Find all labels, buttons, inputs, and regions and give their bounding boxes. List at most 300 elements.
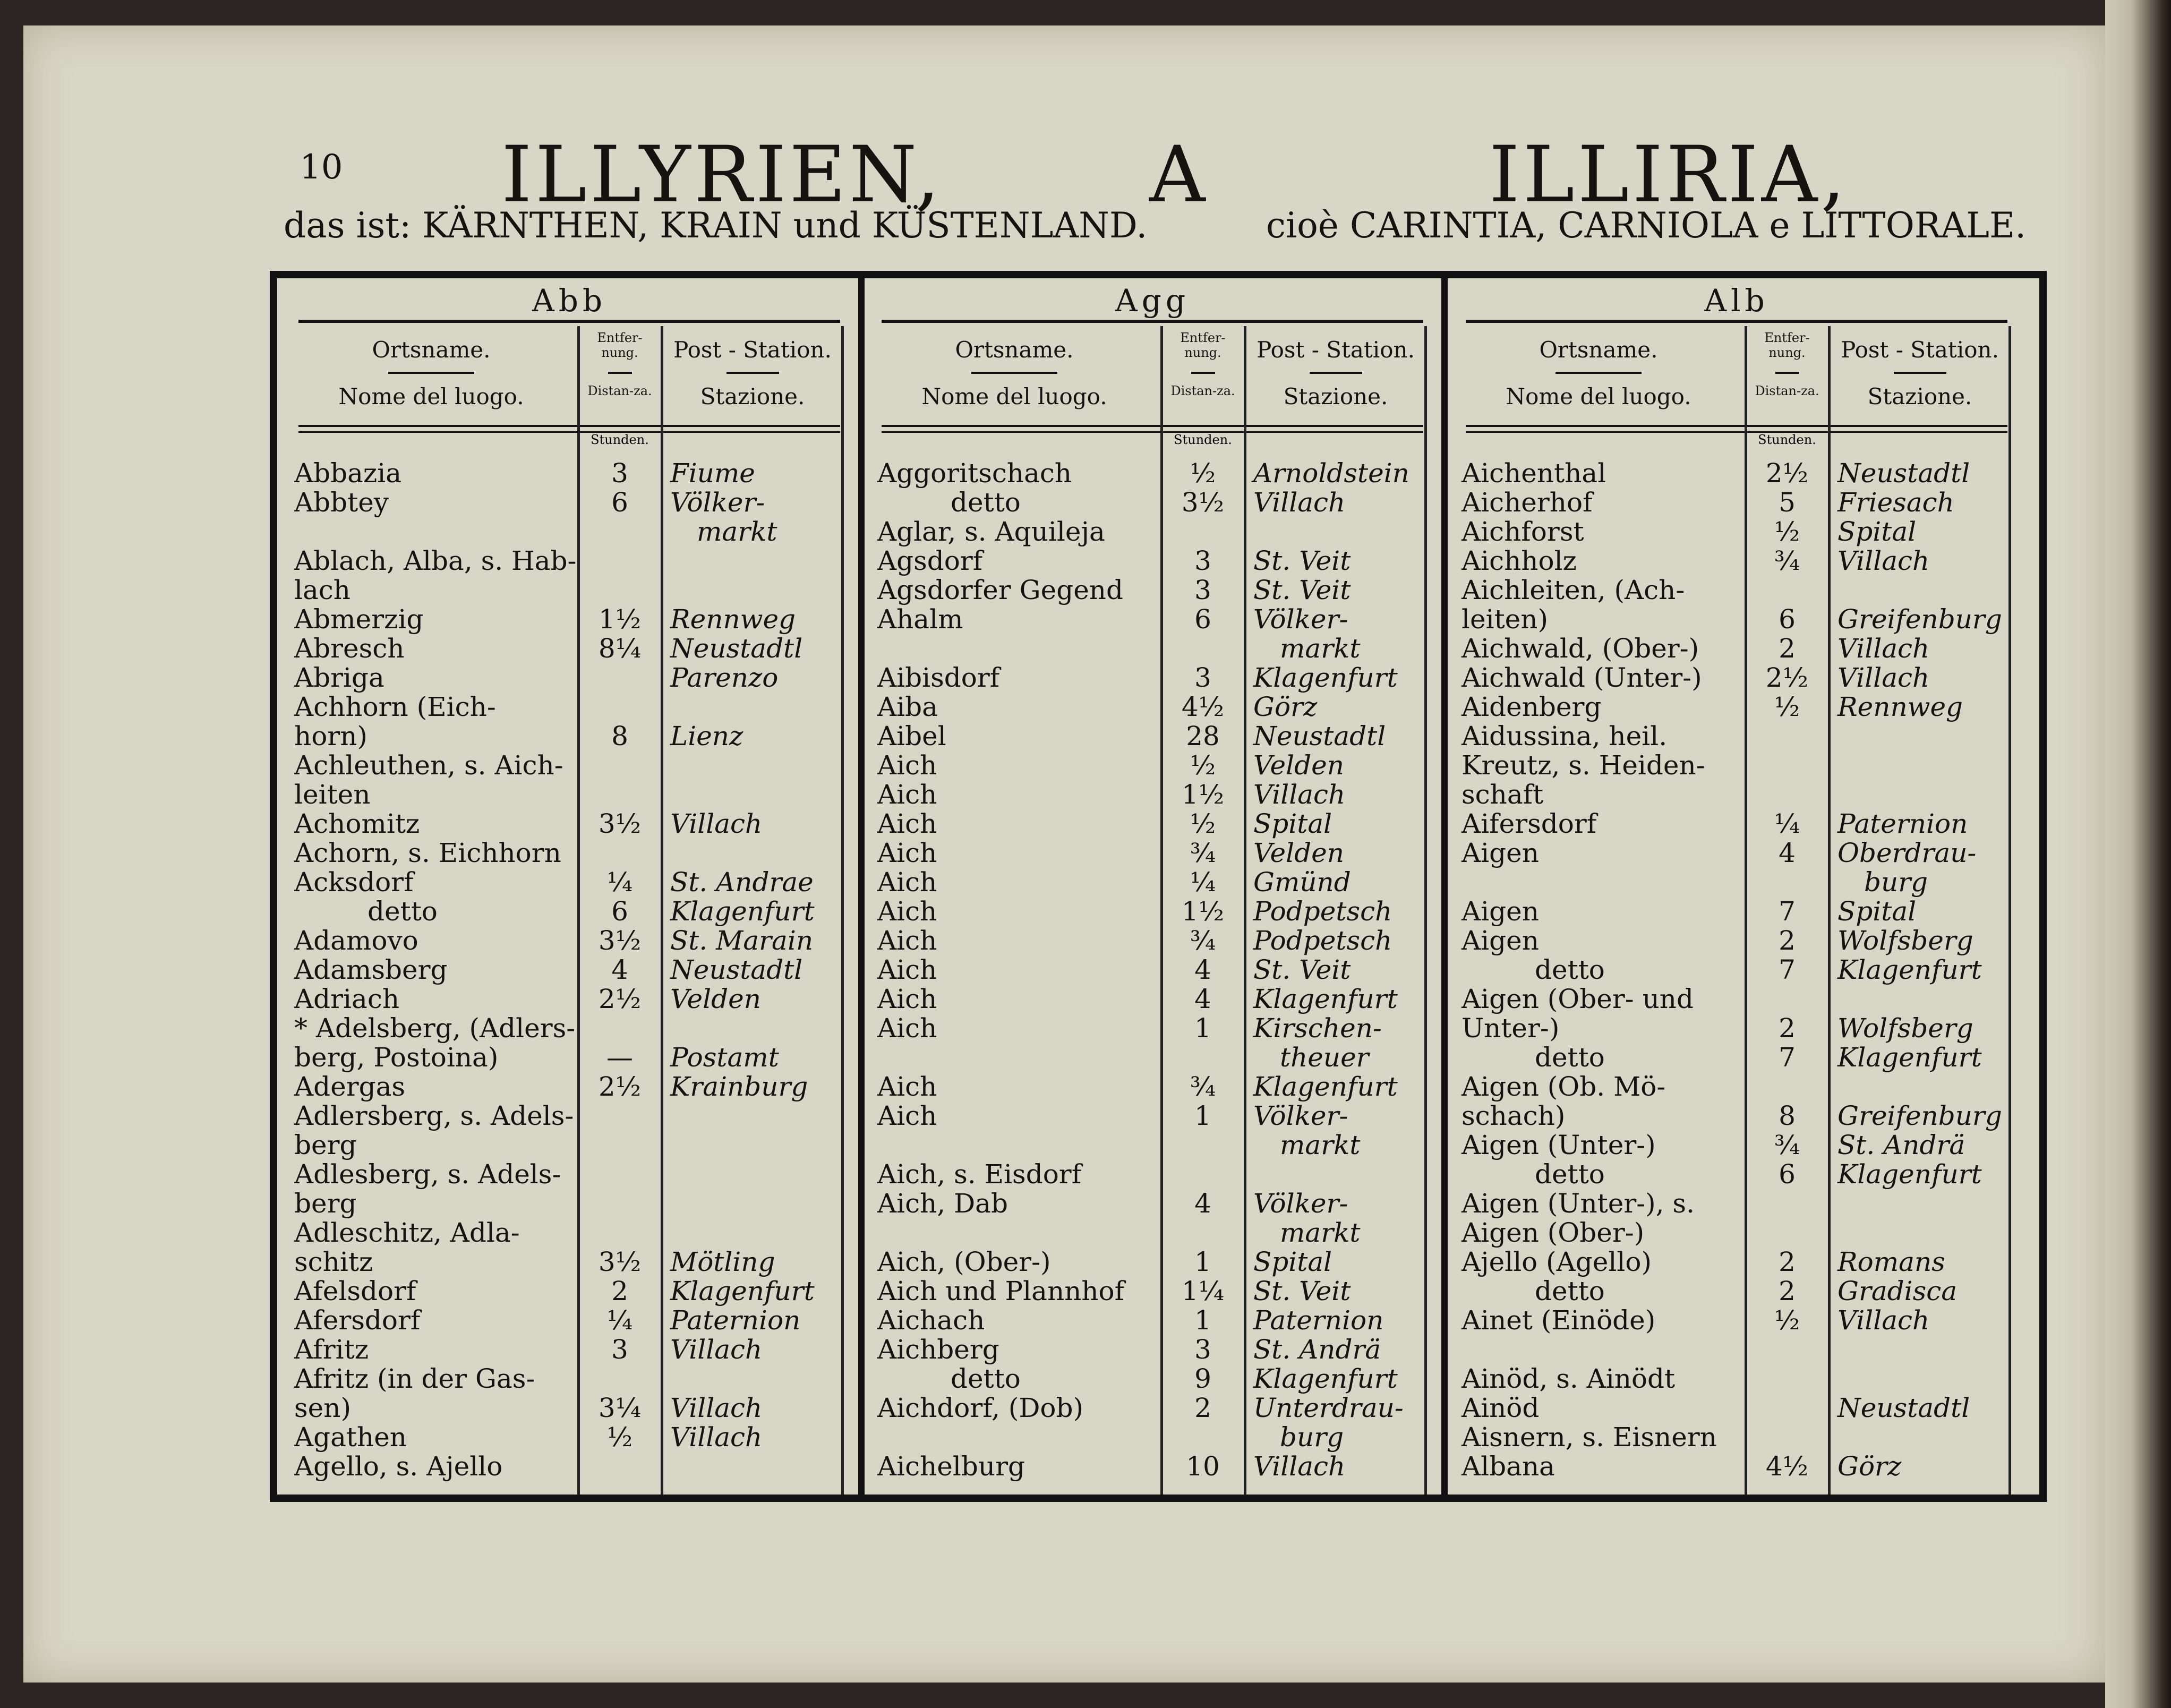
place-name: sen) (294, 1393, 351, 1423)
post-station: Völker- (670, 487, 765, 518)
header-post-station (1832, 326, 2007, 422)
distance-value: 2½ (1765, 458, 1809, 489)
table-row (871, 1306, 1434, 1335)
place-name: Aichholz (1461, 545, 1577, 576)
table-row (1455, 605, 2018, 634)
place-name: Aigen (Ober-) (1461, 1217, 1645, 1248)
place-name: Aich (877, 808, 937, 839)
place-name: Aigen (1461, 896, 1539, 927)
table-row (288, 488, 851, 517)
table-row (288, 1043, 851, 1072)
table-row (871, 459, 1434, 488)
post-station: Krainburg (670, 1071, 808, 1102)
post-station: Klagenfurt (1253, 662, 1398, 693)
place-name: Aigen (1461, 838, 1539, 868)
place-name: berg (294, 1130, 357, 1160)
group-letter-title: Abb (532, 283, 607, 319)
header-bottom-rule (298, 425, 840, 433)
place-name: Agsdorfer Gegend (877, 575, 1124, 605)
place-name: Achorn, s. Eichhorn (294, 838, 561, 868)
post-station: Podpetsch (1253, 896, 1392, 927)
place-name: detto (951, 1363, 1021, 1394)
distance-value: 6 (1779, 1159, 1796, 1190)
header-divider (1310, 372, 1362, 374)
post-station: Wolfsberg (1837, 1013, 1973, 1044)
table-row (871, 751, 1434, 780)
place-name: detto (1535, 1159, 1605, 1190)
subtitle-german: das ist: KÄRNTHEN, KRAIN und KÜSTENLAND. (284, 205, 1148, 246)
distance-value: — (606, 1042, 633, 1073)
post-station: St. Andrae (670, 867, 814, 898)
distance-value: ¾ (1190, 1071, 1216, 1102)
post-station: Klagenfurt (670, 896, 815, 927)
page-number: 10 (300, 148, 343, 187)
place-name: Achhorn (Eich- (294, 691, 496, 722)
place-name: Achleuthen, s. Aich- (294, 750, 563, 781)
place-name: Ablach, Alba, s. Hab- (294, 545, 577, 576)
place-name: Agathen (294, 1422, 407, 1453)
distance-value: 3 (1194, 662, 1211, 693)
header-distance-italian: Distan-za. (587, 383, 652, 398)
header-top-rule (298, 320, 840, 323)
post-station: Völker- (1253, 1100, 1348, 1131)
place-name: Aich (877, 779, 937, 810)
table-row (1455, 1131, 2018, 1160)
book-page (23, 25, 2105, 1683)
table-row (288, 546, 851, 576)
post-station: markt (1280, 633, 1361, 664)
table-row (871, 1189, 1434, 1218)
post-station: Parenzo (670, 662, 779, 693)
distance-value: 6 (611, 487, 628, 518)
post-station: Unterdrau- (1253, 1393, 1404, 1423)
place-name: Abbtey (294, 487, 389, 518)
header-distance (1163, 326, 1243, 422)
distance-value: ¼ (606, 867, 633, 898)
distance-value: ¼ (606, 1305, 633, 1336)
distance-value: ½ (1190, 458, 1216, 489)
distance-value: 4½ (1765, 1451, 1809, 1482)
post-station: Neustadtl (1837, 458, 1970, 489)
post-station: St. Andrä (1253, 1334, 1381, 1365)
post-station: markt (1280, 1130, 1361, 1160)
post-station: Villach (670, 808, 763, 839)
table-row (871, 488, 1434, 517)
table-row (288, 780, 851, 809)
distance-value: 4 (1194, 954, 1211, 985)
column-group (1455, 278, 2018, 1494)
header-name-italian: Nome del luogo. (1506, 383, 1691, 409)
table-row (1455, 1248, 2018, 1277)
place-name: Aichdorf, (Dob) (877, 1393, 1084, 1423)
post-station: Gradisca (1837, 1276, 1958, 1306)
post-station: Postamt (670, 1042, 779, 1073)
table-row (871, 809, 1434, 839)
distance-value: 1½ (1181, 779, 1225, 810)
table-row (1455, 459, 2018, 488)
table-row (288, 985, 851, 1014)
post-station: Paternion (1253, 1305, 1384, 1336)
table-row (871, 1160, 1434, 1189)
place-name: Aibel (877, 721, 946, 751)
table-row (871, 517, 1434, 546)
post-station: Kirschen- (1253, 1013, 1382, 1044)
place-name: Aglar, s. Aquileja (877, 516, 1105, 547)
place-name: schach) (1461, 1100, 1566, 1131)
table-row (1455, 663, 2018, 693)
table-row (288, 1423, 851, 1452)
table-row (871, 1423, 1434, 1452)
distance-value: ¾ (1190, 838, 1216, 868)
header-post-german: Post - Station. (673, 337, 832, 363)
table-row (288, 1452, 851, 1481)
table-row (1455, 488, 2018, 517)
table-row (871, 1277, 1434, 1306)
post-station: St. Veit (1253, 575, 1351, 605)
table-row (288, 722, 851, 751)
table-row (871, 868, 1434, 897)
table-row (871, 1452, 1434, 1481)
distance-value: 4 (1194, 984, 1211, 1014)
units-label: Stunden. (1174, 432, 1232, 447)
place-name: Acksdorf (294, 867, 414, 898)
header-post-italian: Stazione. (1283, 383, 1388, 409)
table-row (1455, 1218, 2018, 1248)
header-place-name (871, 326, 1158, 422)
table-row (288, 634, 851, 663)
place-name: detto (367, 896, 438, 927)
header-post-german: Post - Station. (1257, 337, 1415, 363)
group-separator (858, 278, 865, 1494)
header-distance-italian: Distan-za. (1170, 383, 1235, 398)
table-row (871, 546, 1434, 576)
post-station: Villach (670, 1393, 763, 1423)
table-row (1455, 1394, 2018, 1423)
header-divider (1555, 372, 1642, 374)
place-name: Aichelburg (877, 1451, 1025, 1482)
table-row (288, 868, 851, 897)
distance-value: 1 (1194, 1013, 1211, 1044)
post-station: Velden (1253, 750, 1344, 781)
book-spine (2105, 0, 2171, 1708)
place-name: detto (1535, 1042, 1605, 1073)
table-row (288, 926, 851, 955)
post-station: Romans (1837, 1246, 1945, 1277)
distance-value: 3½ (598, 925, 642, 956)
distance-value: 3¼ (598, 1393, 642, 1423)
table-row (288, 839, 851, 868)
place-name: Aich, (Ober-) (877, 1246, 1051, 1277)
post-station: Villach (670, 1334, 763, 1365)
place-name: Aichach (877, 1305, 985, 1336)
place-name: lach (294, 575, 351, 605)
post-station: Gmünd (1253, 867, 1351, 898)
place-name: Aich (877, 750, 937, 781)
post-station: Spital (1837, 516, 1917, 547)
post-station: Podpetsch (1253, 925, 1392, 956)
place-name: Abbazia (294, 458, 402, 489)
header-name-german: Ortsname. (955, 337, 1074, 363)
table-row (1455, 1306, 2018, 1335)
header-post-station (665, 326, 840, 422)
place-name: Aichforst (1461, 516, 1584, 547)
post-station: Wolfsberg (1837, 925, 1973, 956)
distance-value: 9 (1194, 1363, 1211, 1394)
header-bottom-rule (1466, 425, 2007, 433)
place-name: Aich (877, 1071, 937, 1102)
place-name: Agsdorf (877, 545, 983, 576)
group-letter-title: Agg (1115, 283, 1190, 319)
place-name: Abresch (294, 633, 405, 664)
place-name: Aichwald (Unter-) (1461, 662, 1702, 693)
distance-value: 3½ (1181, 487, 1225, 518)
post-station: Klagenfurt (670, 1276, 815, 1306)
subtitle-italian: cioè CARINTIA, CARNIOLA e LITTORALE. (1266, 205, 2027, 246)
place-name: Aichberg (877, 1334, 999, 1365)
distance-value: ¼ (1190, 867, 1216, 898)
distance-value: 1 (1194, 1246, 1211, 1277)
distance-value: 3 (1194, 545, 1211, 576)
table-row (871, 1218, 1434, 1248)
table-row (288, 1072, 851, 1101)
place-name: berg, Postoina) (294, 1042, 499, 1073)
header-top-rule (882, 320, 1423, 323)
distance-value: 6 (1779, 604, 1796, 635)
distance-value: ½ (606, 1422, 633, 1453)
place-name: Aigen (1461, 925, 1539, 956)
post-station: Görz (1253, 691, 1318, 722)
distance-value: 3½ (598, 808, 642, 839)
distance-value: 2 (1779, 1246, 1796, 1277)
place-name: Adleschitz, Adla- (294, 1217, 520, 1248)
distance-value: 8 (1779, 1100, 1796, 1131)
group-letter-title: Alb (1704, 283, 1769, 319)
table-row (871, 1364, 1434, 1394)
post-station: Neustadtl (1837, 1393, 1970, 1423)
distance-value: 8 (611, 721, 628, 751)
distance-value: 2 (611, 1276, 628, 1306)
post-station: Paternion (670, 1305, 801, 1336)
table-row (288, 1364, 851, 1394)
place-name: detto (1535, 954, 1605, 985)
place-name: Adlesberg, s. Adels- (294, 1159, 561, 1190)
table-row (871, 663, 1434, 693)
table-row (288, 517, 851, 546)
table-frame (270, 271, 2047, 1502)
table-row (871, 839, 1434, 868)
header-divider (1775, 372, 1799, 374)
header-divider (971, 372, 1057, 374)
distance-value: 3 (611, 458, 628, 489)
distance-value: 1¼ (1181, 1276, 1225, 1306)
table-row (871, 1131, 1434, 1160)
distance-value: 2½ (598, 1071, 642, 1102)
distance-value: 7 (1779, 896, 1796, 927)
table-row (871, 955, 1434, 985)
header-top-rule (1466, 320, 2007, 323)
post-station: Klagenfurt (1253, 984, 1398, 1014)
header-distance-german: Entfer-nung. (597, 330, 643, 360)
units-label: Stunden. (591, 432, 649, 447)
post-station: Spital (1253, 808, 1332, 839)
units-label: Stunden. (1758, 432, 1816, 447)
post-station: Villach (1837, 633, 1930, 664)
distance-value: ¼ (1774, 808, 1800, 839)
distance-value: ½ (1774, 1305, 1800, 1336)
distance-value: 3 (611, 1334, 628, 1365)
table-row (871, 605, 1434, 634)
distance-value: 2 (1194, 1393, 1211, 1423)
header-place-name (1455, 326, 1742, 422)
post-station: Völker- (1253, 604, 1348, 635)
post-station: theuer (1280, 1042, 1369, 1073)
table-row (1455, 1189, 2018, 1218)
header-distance-italian: Distan-za. (1755, 383, 1819, 398)
table-row (1455, 897, 2018, 926)
distance-value: ¾ (1774, 545, 1800, 576)
distance-value: ¾ (1774, 1130, 1800, 1160)
place-name: Unter-) (1461, 1013, 1560, 1044)
header-distance (580, 326, 660, 422)
place-name: Afritz (in der Gas- (294, 1363, 535, 1394)
place-name: Aich (877, 867, 937, 898)
post-station: St. Andrä (1837, 1130, 1965, 1160)
post-station: Villach (1253, 1451, 1346, 1482)
table-row (1455, 576, 2018, 605)
place-name: Aigen (Unter-), s. (1461, 1188, 1695, 1219)
distance-value: 3½ (598, 1246, 642, 1277)
table-row (1455, 868, 2018, 897)
post-station: Villach (1837, 545, 1930, 576)
table-row (871, 1043, 1434, 1072)
table-row (288, 693, 851, 722)
post-station: Neustadtl (1253, 721, 1386, 751)
place-name: Aich und Plannhof (877, 1276, 1125, 1306)
place-name: Aich (877, 896, 937, 927)
place-name: Aigen (Ob. Mö- (1461, 1071, 1666, 1102)
table-row (1455, 1014, 2018, 1043)
table-row (1455, 809, 2018, 839)
place-name: leiten (294, 779, 371, 810)
table-row (1455, 1160, 2018, 1189)
table-row (1455, 1043, 2018, 1072)
post-station: Klagenfurt (1837, 1042, 1982, 1073)
table-row (871, 926, 1434, 955)
post-station: Velden (670, 984, 761, 1014)
title-german: ILLYRIEN, (501, 130, 943, 220)
distance-value: 2 (1779, 1276, 1796, 1306)
column-group (871, 278, 1434, 1494)
place-list (871, 459, 1434, 1481)
distance-value: 2 (1779, 925, 1796, 956)
table-row (288, 751, 851, 780)
header-divider (726, 372, 779, 374)
distance-value: ½ (1774, 691, 1800, 722)
header-name-german: Ortsname. (1539, 337, 1658, 363)
header-name-italian: Nome del luogo. (921, 383, 1107, 409)
distance-value: 1½ (1181, 896, 1225, 927)
post-station: Velden (1253, 838, 1344, 868)
header-divider (1191, 372, 1215, 374)
table-row (1455, 634, 2018, 663)
distance-value: 2 (1779, 1013, 1796, 1044)
place-name: Aisnern, s. Eisnern (1461, 1422, 1717, 1453)
post-station: St. Veit (1253, 545, 1351, 576)
table-row (871, 722, 1434, 751)
table-row (871, 693, 1434, 722)
place-name: Aich, Dab (877, 1188, 1008, 1219)
table-row (288, 576, 851, 605)
post-station: Mötling (670, 1246, 775, 1277)
place-name: Aigen (Ober- und (1461, 984, 1694, 1014)
place-name: Ainöd (1461, 1393, 1540, 1423)
table-row (1455, 780, 2018, 809)
post-station: Klagenfurt (1253, 1071, 1398, 1102)
place-name: Adamovo (294, 925, 418, 956)
place-name: Afritz (294, 1334, 369, 1365)
table-row (1455, 517, 2018, 546)
post-station: Villach (1253, 487, 1346, 518)
place-name: detto (951, 487, 1021, 518)
place-name: Ainet (Einöde) (1461, 1305, 1656, 1336)
table-row (1455, 693, 2018, 722)
table-row (871, 985, 1434, 1014)
place-name: Aich (877, 838, 937, 868)
distance-value: 28 (1186, 721, 1220, 751)
post-station: burg (1280, 1422, 1344, 1453)
post-station: Fiume (670, 458, 755, 489)
table-row (288, 1101, 851, 1131)
place-name: detto (1535, 1276, 1605, 1306)
post-station: Neustadtl (670, 633, 803, 664)
post-station: Greifenburg (1837, 1100, 2002, 1131)
place-name: Abriga (294, 662, 384, 693)
place-name: Afersdorf (294, 1305, 421, 1336)
place-name: Aidussina, heil. (1461, 721, 1668, 751)
place-name: Aich (877, 984, 937, 1014)
place-name: Aggoritschach (877, 458, 1072, 489)
table-row (288, 1335, 851, 1364)
post-station: Paternion (1837, 808, 1968, 839)
header-post-italian: Stazione. (700, 383, 805, 409)
header-place-name (288, 326, 575, 422)
distance-value: ½ (1190, 750, 1216, 781)
post-station: Rennweg (670, 604, 796, 635)
title-letter: A (1149, 130, 1209, 220)
post-station: Arnoldstein (1253, 458, 1409, 489)
post-station: Villach (1837, 662, 1930, 693)
place-name: Kreutz, s. Heiden- (1461, 750, 1705, 781)
post-station: Neustadtl (670, 954, 803, 985)
header-divider (388, 372, 474, 374)
distance-value: 6 (611, 896, 628, 927)
header-distance (1747, 326, 1827, 422)
table-row (1455, 722, 2018, 751)
group-separator (1441, 278, 1448, 1494)
distance-value: 1 (1194, 1100, 1211, 1131)
place-name: Aigen (Unter-) (1461, 1130, 1656, 1160)
table-row (871, 576, 1434, 605)
table-row (288, 955, 851, 985)
table-row (1455, 1452, 2018, 1481)
distance-value: 10 (1186, 1451, 1220, 1482)
distance-value: 3 (1194, 575, 1211, 605)
distance-value: 2 (1779, 633, 1796, 664)
table-row (1455, 1277, 2018, 1306)
post-station: Villach (1837, 1305, 1930, 1336)
distance-value: 4 (611, 954, 628, 985)
table-row (288, 459, 851, 488)
